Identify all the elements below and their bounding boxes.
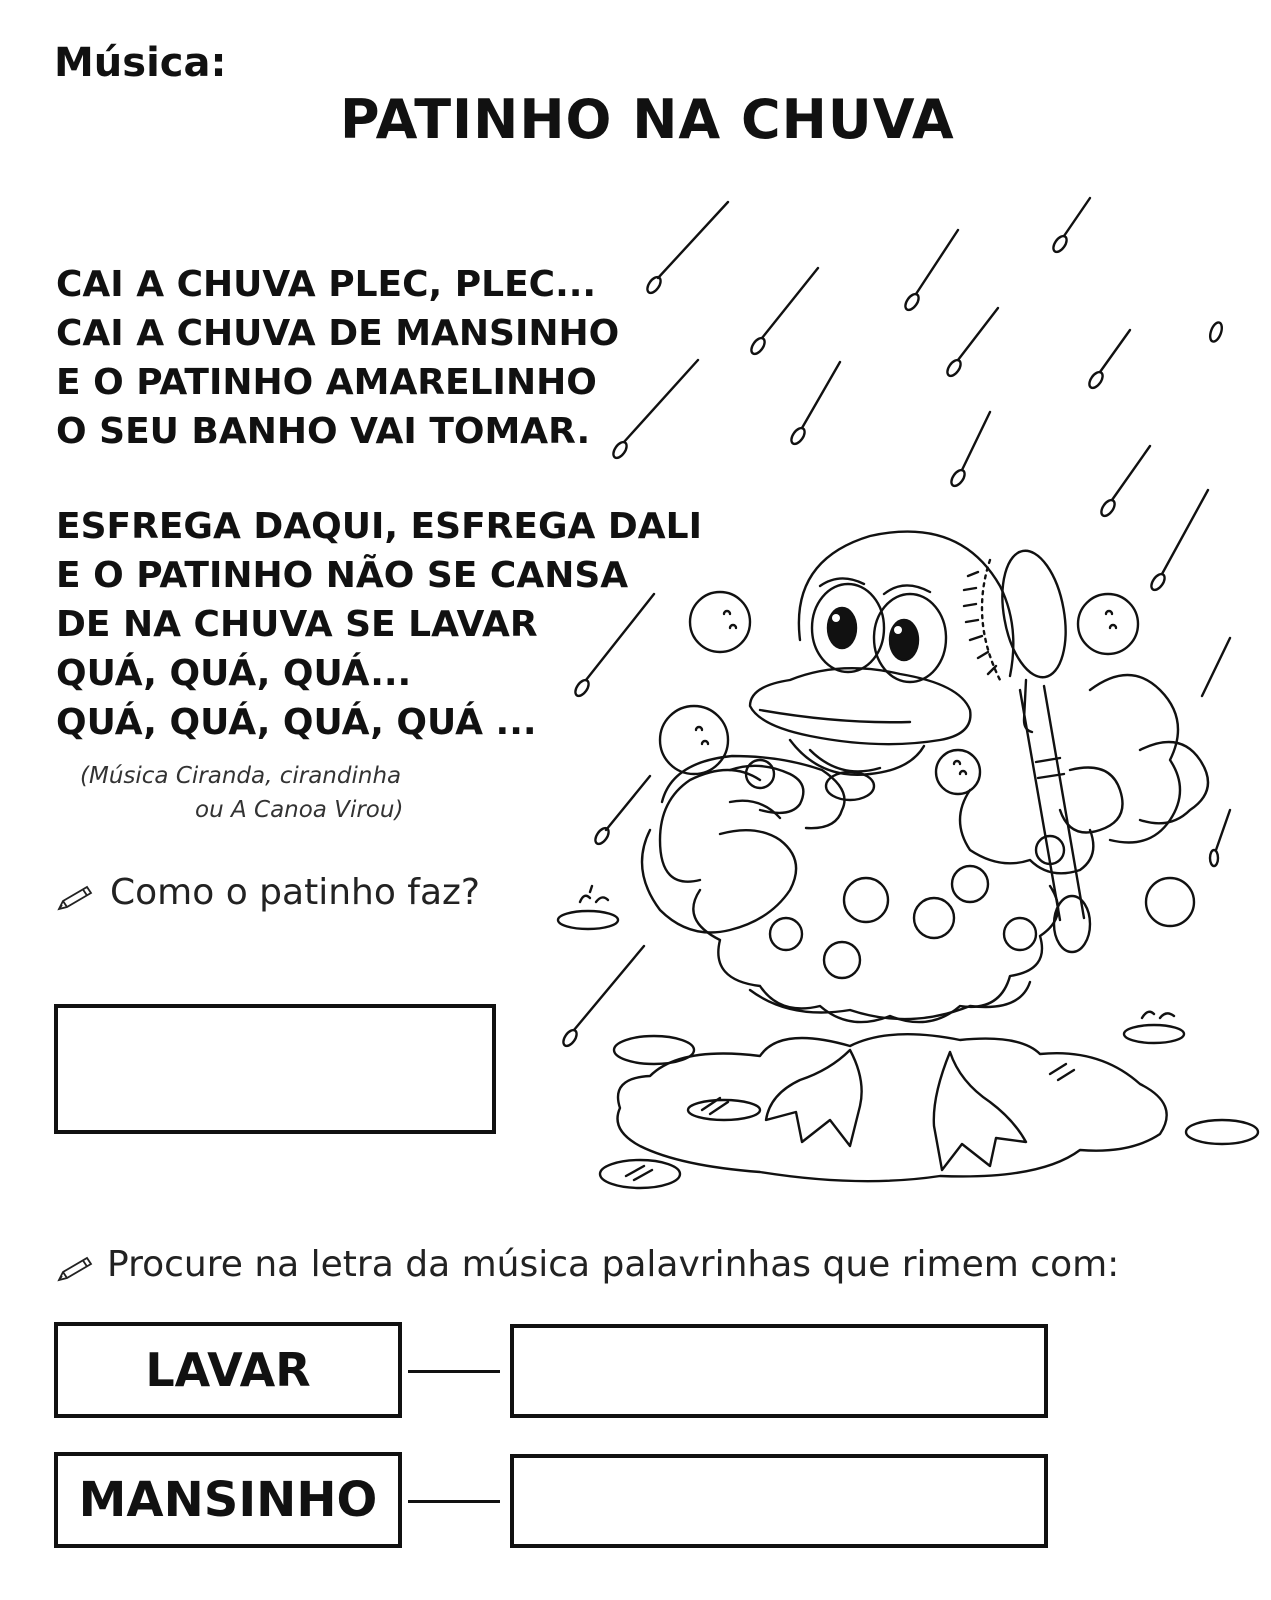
question-1-text: Como o patinho faz? <box>110 872 481 913</box>
duck-feet <box>766 1050 1026 1170</box>
duck-body <box>660 770 1058 1022</box>
word-label: LAVAR <box>145 1343 311 1397</box>
lyric-line: E O PATINHO NÃO SE CANSA <box>56 555 629 596</box>
question-2-text: Procure na letra da música palavrinhas que rimem com: <box>107 1244 1120 1285</box>
lyric-line: E O PATINHO AMARELINHO <box>56 362 597 403</box>
song-credit-line-1: (Música Ciranda, cirandinha <box>80 763 402 789</box>
pencil-icon <box>55 1254 95 1284</box>
duck-left-wing <box>642 756 845 933</box>
pencil-icon <box>55 883 95 913</box>
brush-illustration <box>964 546 1090 952</box>
lyric-line: ESFREGA DAQUI, ESFREGA DALI <box>56 506 702 547</box>
music-label: Música: <box>54 40 227 86</box>
lyric-line: DE NA CHUVA SE LAVAR <box>56 604 538 645</box>
soap-bubbles <box>660 592 1194 926</box>
lyric-line: QUÁ, QUÁ, QUÁ... <box>56 653 412 694</box>
word-label: MANSINHO <box>78 1472 378 1528</box>
rhyme-answer-box[interactable] <box>510 1324 1048 1418</box>
word-box-lavar <box>54 1322 402 1418</box>
song-title: PATINHO NA CHUVA <box>340 88 955 151</box>
lyric-line: O SEU BANHO VAI TOMAR. <box>56 411 591 452</box>
lyric-line: QUÁ, QUÁ, QUÁ, QUÁ ... <box>56 702 537 743</box>
duck-right-wing <box>960 675 1208 873</box>
lyric-line: CAI A CHUVA DE MANSINHO <box>56 313 620 354</box>
connector-line <box>408 1370 500 1373</box>
rhyme-answer-box[interactable] <box>510 1454 1048 1548</box>
song-credit-line-2: ou A Canoa Virou) <box>195 797 404 823</box>
connector-line <box>408 1500 500 1503</box>
lyric-line: CAI A CHUVA PLEC, PLEC... <box>56 264 597 305</box>
word-box-mansinho <box>54 1452 402 1548</box>
duck-in-rain-illustration <box>550 190 1271 1220</box>
answer-box[interactable] <box>54 1004 496 1134</box>
splashes <box>558 886 1184 1043</box>
puddle <box>600 1034 1258 1188</box>
verse-1 <box>56 260 619 456</box>
